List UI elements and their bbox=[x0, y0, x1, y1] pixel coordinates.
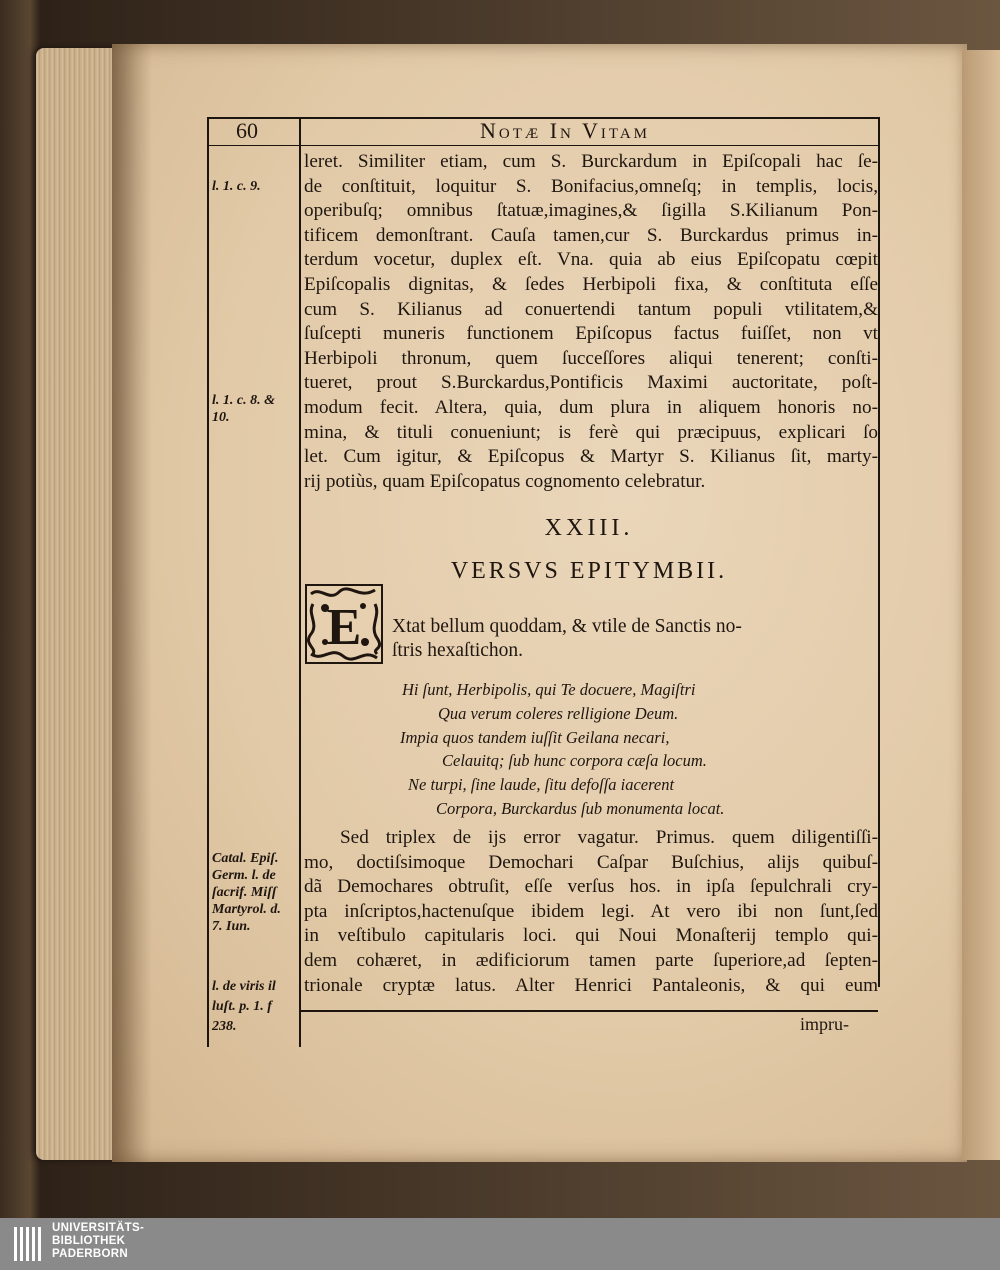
margin-note-1 bbox=[212, 178, 261, 195]
page-number: 60 bbox=[236, 118, 258, 143]
body-line: modum fecit. Altera, quia, dum plura in aliquem honoris no- bbox=[304, 396, 878, 418]
poem-line: Qua verum coleres relligione Deum. bbox=[438, 703, 679, 723]
body-line: in veſtibulo capitularis loci. qui Noui Monaſterij templo qui- bbox=[304, 925, 878, 947]
library-name bbox=[52, 1222, 144, 1261]
body-line: dã Demochares obtruſit, eſſe verſus hos. in ipſa ſepulchrali cry- bbox=[304, 876, 878, 898]
catchword: impru- bbox=[800, 1014, 849, 1034]
margin-note-line: 7. Iun. bbox=[212, 919, 251, 934]
intro-line: ſtris hexaſtichon. bbox=[392, 640, 524, 661]
poem-line: Impia quos tandem iuſſit Geilana necari, bbox=[400, 727, 670, 747]
intro-text bbox=[392, 615, 877, 663]
body-line: leret. Similiter etiam, cum S. Burckardum in Epiſcopali hac ſe- bbox=[304, 151, 878, 172]
body-line: operibuſq; omnibus ſtatuæ,imagines,& ſigilla S.Kilianum Pon- bbox=[304, 200, 878, 222]
body-line: tificem demonſtrant. Cauſa tamen,cur S. Burckardus primus in- bbox=[304, 224, 878, 246]
decorated-initial-icon bbox=[305, 584, 383, 664]
margin-note-line: 10. bbox=[212, 410, 230, 425]
body-line: mina, & tituli conueniunt; is ferè qui præcipuus, explicari ſo bbox=[304, 421, 878, 443]
body-line: Sed triplex de ijs error vagatur. Primus. quem diligentiſſi- bbox=[340, 827, 878, 848]
intro-line: Xtat bellum quoddam, & vtile de Sanctis no- bbox=[392, 616, 742, 637]
body-line: ſuſcepti muneris functionem Epiſcopus factus fuiſſet, non vt bbox=[304, 323, 878, 345]
margin-note-line: l. de viris il bbox=[212, 979, 276, 994]
footer-bar bbox=[0, 1218, 1000, 1270]
body-line: pta inſcriptos,hactenuſque ibidem legi. At vero ibi non ſunt,ſed bbox=[304, 900, 878, 922]
frame-rule-left bbox=[207, 117, 209, 1047]
body-line: Herbipoli thronum, quem ſucceſſores aliqui tenerent; conſti- bbox=[304, 347, 878, 369]
library-name-line: PADERBORN bbox=[52, 1248, 128, 1260]
body-line: rij potiùs, quam Epiſcopatus cognomento celebratur. bbox=[304, 470, 706, 492]
margin-note-line: Martyrol. d. bbox=[212, 902, 281, 917]
body-line: Epiſcopalis dignitas, & ſedes Herbipoli fixa, & conſtituta eſſe bbox=[304, 273, 878, 295]
body-line: trionale cryptæ latus. Alter Henrici Pantaleonis, & qui eum bbox=[304, 974, 878, 996]
book-page-edges bbox=[36, 48, 122, 1160]
margin-note-2 bbox=[212, 392, 275, 426]
frame-rule-right bbox=[878, 117, 880, 987]
svg-text:E: E bbox=[326, 599, 362, 656]
body-paragraph bbox=[304, 150, 878, 494]
margin-note-line: l. 1. c. 8. & bbox=[212, 393, 275, 408]
margin-note-4 bbox=[212, 977, 276, 1037]
body-line: dem cohæret, in ædificiorum tamen parte ſuperiore,ad ſepten- bbox=[304, 949, 878, 971]
chapter-number: XXIII. bbox=[544, 515, 634, 541]
margin-note-3 bbox=[212, 850, 281, 935]
frame-rule-bottom bbox=[300, 1010, 878, 1012]
library-name-line: UNIVERSITÄTS- bbox=[52, 1222, 145, 1234]
margin-note-line: 238. bbox=[212, 1019, 237, 1034]
chapter-title: VERSVS EPITYMBII. bbox=[450, 558, 728, 584]
body-line: de conſtituit, loquitur S. Bonifacius,omneſq; in templis, locis, bbox=[304, 175, 878, 197]
poem-line: Hi ſunt, Herbipolis, qui Te docuere, Magiſtri bbox=[402, 680, 696, 699]
body-line: terdum vocetur, duplex eſt. Vna. quia ab eius Epiſcopatu cœpit bbox=[304, 249, 878, 271]
facing-page-edge bbox=[962, 50, 1000, 1160]
body-line: let. Cum igitur, & Epiſcopus & Martyr S. Kilianus ſit, marty- bbox=[304, 446, 878, 468]
body-line: cum S. Kilianus ad conuertendi tantum populi vtilitatem,& bbox=[304, 298, 878, 320]
margin-note-line: Germ. l. de bbox=[212, 868, 276, 883]
library-logo-icon bbox=[14, 1227, 44, 1261]
poem-line: Celauitq; ſub hunc corpora cæſa locum. bbox=[442, 751, 707, 771]
running-head: Notæ In Vitam bbox=[480, 118, 650, 143]
body-line: tueret, prout S.Burckardus,Pontificis Maximi auctoritate, poſt- bbox=[304, 372, 878, 394]
library-name-line: BIBLIOTHEK bbox=[52, 1235, 126, 1247]
margin-note-line: Catal. Epiſ. bbox=[212, 851, 279, 866]
margin-note-line: ſacrif. Miſſ bbox=[212, 885, 277, 900]
frame-rule-header bbox=[207, 145, 880, 146]
body-line: mo, doctiſsimoque Demochari Caſpar Buſchius, alijs quibuſ- bbox=[304, 851, 878, 873]
decorated-initial bbox=[305, 584, 383, 664]
epitaph-poem bbox=[300, 678, 878, 821]
poem-line: Corpora, Burckardus ſub monumenta locat. bbox=[436, 798, 725, 818]
poem-line: Ne turpi, ſine laude, ſitu defoſſa iacerent bbox=[408, 775, 675, 795]
page-gutter-shadow bbox=[112, 44, 152, 1162]
commentary-paragraph bbox=[304, 826, 878, 998]
margin-note-line: luſt. p. 1. f bbox=[212, 999, 272, 1014]
margin-note-line: l. 1. c. 9. bbox=[212, 179, 261, 194]
